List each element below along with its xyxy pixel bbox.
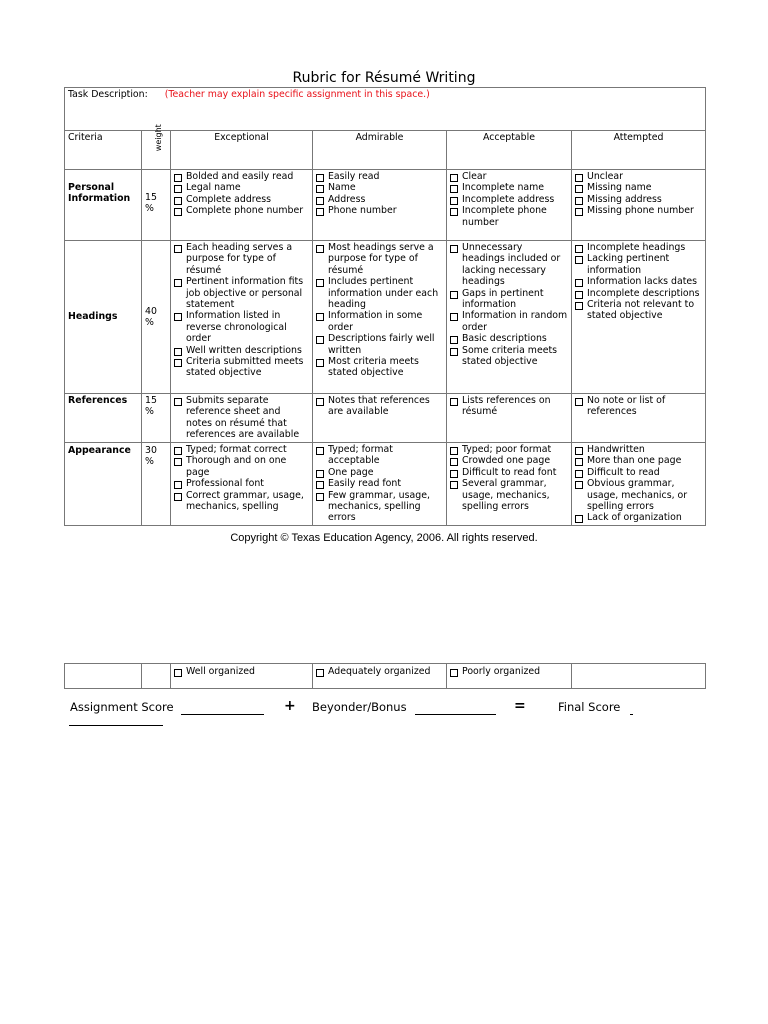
header-criteria: Criteria xyxy=(65,131,142,170)
checklist-item: Criteria not relevant to stated objective xyxy=(575,299,702,322)
checklist-item: Difficult to read font xyxy=(450,467,568,478)
checklist-item: Incomplete address xyxy=(450,194,568,205)
assignment-score-blank xyxy=(181,702,264,715)
criterion-label: Appearance xyxy=(65,443,142,526)
final-score-blank xyxy=(69,725,163,726)
level-cell xyxy=(572,443,706,526)
checklist-item: Clear xyxy=(450,171,568,182)
checklist-item: Includes pertinent information under each heading xyxy=(316,276,443,310)
organization-table xyxy=(64,663,706,689)
level-cell xyxy=(313,170,447,241)
header-weight-label: weight xyxy=(153,124,163,152)
level-cell xyxy=(313,394,447,443)
checklist-item: Notes that references are available xyxy=(316,395,443,418)
checklist-item: Address xyxy=(316,194,443,205)
checklist-item: No note or list of references xyxy=(575,395,702,418)
checklist-item: Submits separate reference sheet and notes on résumé that references are available xyxy=(174,395,309,441)
level-cell xyxy=(313,241,447,394)
checklist-item: Gaps in pertinent information xyxy=(450,288,568,311)
criterion-weight: 40 % xyxy=(142,241,171,394)
checklist-item: Criteria submitted meets stated objective xyxy=(174,356,309,379)
checklist-item: Information listed in reverse chronological order xyxy=(174,310,309,344)
checklist-item: Some criteria meets stated objective xyxy=(450,345,568,368)
checklist-item: Descriptions fairly well written xyxy=(316,333,443,356)
level-cell xyxy=(572,170,706,241)
level-cell xyxy=(447,241,572,394)
checklist-item: Name xyxy=(316,182,443,193)
checklist-item: Professional font xyxy=(174,478,309,489)
level-cell xyxy=(572,664,706,689)
checklist-item: One page xyxy=(316,467,443,478)
checklist-item: Phone number xyxy=(316,205,443,216)
header-acceptable: Acceptable xyxy=(447,131,572,170)
checklist-item: Complete address xyxy=(174,194,309,205)
checklist-item: Incomplete headings xyxy=(575,242,702,253)
checklist-item: Information in random order xyxy=(450,310,568,333)
checklist-item: Typed; poor format xyxy=(450,444,568,455)
level-cell xyxy=(572,241,706,394)
level-cell xyxy=(171,664,313,689)
header-weight xyxy=(142,124,171,170)
checklist-item: Missing address xyxy=(575,194,702,205)
copyright-notice: Copyright © Texas Education Agency, 2006. All rights reserved. xyxy=(230,532,538,544)
checklist-item: Several grammar, usage, mechanics, spelling errors xyxy=(450,478,568,512)
checklist-item: Most criteria meets stated objective xyxy=(316,356,443,379)
level-cell xyxy=(447,443,572,526)
checklist-item: Lists references on résumé xyxy=(450,395,568,418)
task-description-text: (Teacher may explain specific assignment in this space.) xyxy=(164,89,430,100)
checklist-item: Typed; format acceptable xyxy=(316,444,443,467)
level-cell xyxy=(313,664,447,689)
page-title: Rubric for Résumé Writing xyxy=(292,70,476,86)
checklist-item: Few grammar, usage, mechanics, spelling errors xyxy=(316,490,443,524)
header-exceptional: Exceptional xyxy=(171,131,313,170)
rubric-row-personal-information xyxy=(65,170,706,241)
checklist-item: Unnecessary headings included or lacking necessary headings xyxy=(450,242,568,288)
header-row xyxy=(65,131,706,170)
rubric-row-headings xyxy=(65,241,706,394)
criterion-label: Headings xyxy=(65,241,142,394)
checklist-item: Information in some order xyxy=(316,310,443,333)
checklist-item: Adequately organized xyxy=(316,666,443,677)
checklist-item: Complete phone number xyxy=(174,205,309,216)
criterion-label: Personal Information xyxy=(65,170,142,241)
rubric-row-appearance xyxy=(65,443,706,526)
level-cell xyxy=(171,443,313,526)
checklist-item: Missing name xyxy=(575,182,702,193)
checklist-item: Easily read font xyxy=(316,478,443,489)
criterion-weight: 30 % xyxy=(142,443,171,526)
checklist-item: Legal name xyxy=(174,182,309,193)
checklist-item: Correct grammar, usage, mechanics, spelling xyxy=(174,490,309,513)
equals-sign: = xyxy=(514,698,526,714)
checklist-item: Incomplete name xyxy=(450,182,568,193)
checklist-item: Information lacks dates xyxy=(575,276,702,287)
checklist-item: Typed; format correct xyxy=(174,444,309,455)
organization-row xyxy=(65,664,706,689)
checklist-item: Each heading serves a purpose for type of résumé xyxy=(174,242,309,276)
checklist-item: Lacking pertinent information xyxy=(575,253,702,276)
checklist-item: Unclear xyxy=(575,171,702,182)
criterion-weight: 15 % xyxy=(142,170,171,241)
level-cell xyxy=(447,664,572,689)
level-cell xyxy=(447,394,572,443)
level-cell xyxy=(171,241,313,394)
organization-weight-cell xyxy=(142,664,171,689)
checklist-item: Easily read xyxy=(316,171,443,182)
rubric-row-references xyxy=(65,394,706,443)
checklist-item: Well organized xyxy=(174,666,309,677)
checklist-item: More than one page xyxy=(575,455,702,466)
bonus-blank xyxy=(415,702,496,715)
final-score-label: Final Score xyxy=(558,700,621,714)
checklist-item: Missing phone number xyxy=(575,205,702,216)
checklist-item: Basic descriptions xyxy=(450,333,568,344)
level-cell xyxy=(171,394,313,443)
checklist-item: Pertinent information fits job objective or personal statement xyxy=(174,276,309,310)
checklist-item: Well written descriptions xyxy=(174,345,309,356)
task-description-label: Task Description: xyxy=(68,89,148,100)
rubric-table xyxy=(64,87,706,526)
checklist-item: Poorly organized xyxy=(450,666,568,677)
plus-sign: + xyxy=(284,698,296,714)
level-cell xyxy=(572,394,706,443)
checklist-item: Most headings serve a purpose for type of résumé xyxy=(316,242,443,276)
level-cell xyxy=(447,170,572,241)
checklist-item: Thorough and on one page xyxy=(174,455,309,478)
header-attempted: Attempted xyxy=(572,131,706,170)
final-score-tick xyxy=(630,702,633,715)
checklist-item: Obvious grammar, usage, mechanics, or spelling errors xyxy=(575,478,702,512)
checklist-item: Incomplete phone number xyxy=(450,205,568,228)
checklist-item: Bolded and easily read xyxy=(174,171,309,182)
criterion-weight: 15 % xyxy=(142,394,171,443)
level-cell xyxy=(171,170,313,241)
criterion-label: References xyxy=(65,394,142,443)
checklist-item: Crowded one page xyxy=(450,455,568,466)
header-admirable: Admirable xyxy=(313,131,447,170)
organization-criterion-cell xyxy=(65,664,142,689)
checklist-item: Handwritten xyxy=(575,444,702,455)
checklist-item: Lack of organization xyxy=(575,512,702,523)
checklist-item: Incomplete descriptions xyxy=(575,288,702,299)
bonus-label: Beyonder/Bonus xyxy=(312,700,407,714)
checklist-item: Difficult to read xyxy=(575,467,702,478)
assignment-score-label: Assignment Score xyxy=(70,700,174,714)
level-cell xyxy=(313,443,447,526)
